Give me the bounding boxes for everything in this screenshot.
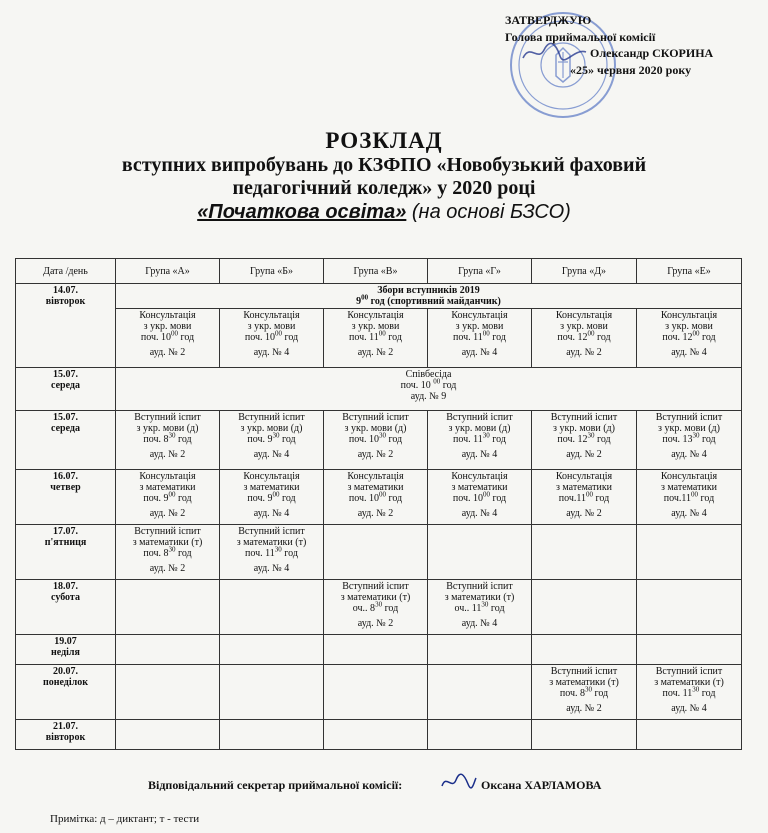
time-minutes: 00 [378,490,386,499]
cell-line-2: з математики [555,482,613,493]
time-unit: год [591,688,609,699]
cell-line-1: Вступний іспит [655,412,723,423]
cell-time [638,490,740,504]
time-start: оч.. 11 [454,603,482,614]
schedule-cell [220,470,324,525]
table-row [16,665,742,720]
date-text: 15.07. [53,369,78,380]
table-header-row [16,259,742,284]
time-minutes: 30 [584,685,592,694]
schedule-cell [532,411,637,470]
title-line-2: педагогічний коледж» у 2020 році [232,177,536,199]
cell-room: ауд. № 2 [357,618,394,629]
schedule-cell [428,580,532,635]
time-start: поч. 11 [349,332,379,343]
cell-room: ауд. № 4 [253,563,290,574]
header-group-g: Група «Г» [428,259,532,284]
interview-time [117,377,740,391]
time-start: поч. 10 [400,380,434,391]
cell-line-1: Консультація [555,471,613,482]
date-text: 15.07. [53,412,78,423]
cell-time [429,600,530,614]
empty-cell [532,720,637,750]
cell-line-1: Консультація [347,471,404,482]
schedule-cell [220,525,324,580]
schedule-cell [428,411,532,470]
time-unit: год [699,332,716,343]
time-start: поч.11 [663,493,692,504]
schedule-cell [324,580,428,635]
time-unit: год [594,434,611,445]
date-cell [16,720,116,750]
empty-cell [116,635,220,665]
schedule-cell [428,309,532,368]
title-line-1: вступних випробувань до КЗФПО «Новобузький фаховий [121,154,647,176]
time-unit: год [593,493,610,504]
time-unit: год [489,493,507,504]
date-text: 14.07. [53,285,78,296]
header-date: Дата /день [16,259,116,284]
time-minutes: 30 [482,431,490,440]
empty-cell [220,720,324,750]
secretary-name: Оксана ХАРЛАМОВА [481,778,602,792]
time-unit: год [385,332,402,343]
cell-line-2: з математики (т) [444,592,515,603]
schedule-cell [116,525,220,580]
cell-room: ауд. № 4 [461,347,498,358]
approval-date: «25» червня 2020 року [570,62,692,77]
cell-time [533,685,635,699]
empty-cell [637,720,742,750]
cell-time [533,490,635,504]
time-start: поч. 10 [348,493,379,504]
time-unit: год [175,493,192,504]
cell-time [325,600,426,614]
time-start: поч. 12 [557,332,588,343]
document-title [0,128,768,225]
time-minutes: 30 [272,431,280,440]
schedule-cell [637,665,742,720]
table-row [16,635,742,665]
interview-room: ауд. № 9 [410,391,447,402]
table-row [16,411,742,470]
time-unit: год [594,332,611,343]
time-minutes: 00 [433,377,441,386]
time-start: поч.11 [558,493,587,504]
cell-time [221,545,322,559]
time-start: поч. 11 [453,332,483,343]
cell-line-1: Консультація [243,310,300,321]
empty-cell [532,525,637,580]
cell-line-1: Консультація [451,310,508,321]
table-row [16,284,742,309]
cell-time [221,431,322,445]
cell-line-1: Вступний іспит [342,581,409,592]
cell-time [429,431,530,445]
cell-room: ауд. № 2 [566,347,602,358]
cell-line-2: з укр. мови (д) [553,423,615,434]
cell-line-2: з укр. мови (д) [240,423,303,434]
secretary-signature-line [148,778,708,793]
cell-line-1: Вступний іспит [134,412,201,423]
time-minutes: 00 [168,490,176,499]
empty-cell [532,580,637,635]
time-unit: год [699,434,716,445]
approval-position: Голова приймальної комісії [505,29,656,44]
table-row [16,525,742,580]
cell-line-1: Консультація [347,310,404,321]
cell-line-2: з математики [243,482,300,493]
date-cell [16,411,116,470]
time-minutes: 00 [378,329,386,338]
time-start: поч. 10 [244,332,275,343]
cell-room: ауд. № 4 [461,449,498,460]
date-cell [16,368,116,411]
interview-cell [116,368,742,411]
empty-cell [428,665,532,720]
cell-time [325,490,426,504]
table-row [16,368,742,411]
time-unit: год [177,332,195,343]
time-unit: год [489,332,506,343]
cell-time [638,329,740,343]
cell-time [221,329,322,343]
time-minutes: 00 [274,329,282,338]
cell-line-2: з укр. мови (д) [448,423,511,434]
meeting-place: год (спортивний майданчик) [368,296,501,307]
empty-cell [220,665,324,720]
cell-time [117,329,218,343]
time-unit: год [385,434,403,445]
cell-line-2: з укр. мови (д) [136,423,199,434]
schedule-table [15,258,742,750]
cell-line-2: з математики (т) [132,537,203,548]
date-cell [16,580,116,635]
cell-room: ауд. № 4 [253,347,290,358]
cell-room: ауд. № 4 [461,508,498,519]
cell-room: ауд. № 4 [253,449,290,460]
cell-room: ауд. № 4 [671,508,707,519]
cell-line-1: Консультація [660,310,718,321]
title-main: РОЗКЛАД [325,128,443,153]
cell-line-2: з укр. мови (д) [344,423,407,434]
date-cell [16,665,116,720]
time-start: поч. 11 [453,434,483,445]
schedule-cell [428,470,532,525]
empty-cell [116,580,220,635]
note: Примітка: д – диктант; т - тести [50,813,200,825]
secretary-signature [438,770,478,792]
meeting-cell [116,284,742,309]
cell-room: ауд. № 2 [357,508,394,519]
empty-cell [324,665,428,720]
date-cell [16,284,116,368]
empty-cell [324,720,428,750]
day-text: середа [51,380,80,391]
time-minutes: 00 [692,329,700,338]
empty-cell [428,525,532,580]
program-basis: (на основі БЗСО) [406,201,571,223]
time-start: поч. 12 [662,332,693,343]
cell-room: ауд. № 4 [461,618,498,629]
time-start: поч. 10 [348,434,379,445]
program-name: «Початкова освіта» [197,201,407,223]
time-minutes: 00 [272,490,280,499]
program-line [0,200,768,225]
time-minutes: 00 [691,490,699,499]
time-minutes: 00 [587,329,595,338]
empty-cell [324,635,428,665]
cell-line-2: з математики [660,482,718,493]
time-unit: год [488,603,505,614]
cell-line-1: Консультація [243,471,300,482]
time-start: поч. 9 [247,434,273,445]
date-text: 21.07. [53,721,78,732]
time-start: поч. 8 [143,548,169,559]
cell-line-1: Вступний іспит [655,666,723,677]
cell-line-1: Консультація [660,471,718,482]
cell-time [429,490,530,504]
cell-line-2: з укр. мови [455,321,504,332]
cell-room: ауд. № 2 [149,508,186,519]
time-unit: год [440,380,457,391]
day-text: четвер [50,482,81,493]
schedule-cell [532,470,637,525]
time-start: поч. 10 [452,493,483,504]
cell-line-2: з укр. мови [560,321,608,332]
schedule-cell [116,411,220,470]
cell-time [533,329,635,343]
empty-cell [637,525,742,580]
time-start: поч. 11 [662,688,693,699]
cell-line-2: з математики [139,482,196,493]
cell-time [117,490,218,504]
cell-line-1: Консультація [139,471,196,482]
cell-time [533,431,635,445]
approval-name: Олександр СКОРИНА [590,46,714,60]
header-group-e: Група «Е» [637,259,742,284]
schedule-cell [637,470,742,525]
cell-room: ауд. № 4 [671,347,707,358]
table-row [16,309,742,368]
time-minutes: 30 [692,685,700,694]
cell-time [638,431,740,445]
schedule-cell [324,411,428,470]
cell-line-1: Вступний іспит [342,412,409,423]
schedule-cell [532,309,637,368]
time-start: поч. 8 [143,434,169,445]
cell-line-1: Вступний іспит [550,412,618,423]
cell-room: ауд. № 2 [566,449,602,460]
date-text: 20.07. [53,666,78,677]
cell-room: ауд. № 2 [149,347,186,358]
cell-line-1: Вступний іспит [446,412,513,423]
cell-line-1: Вступний іспит [446,581,513,592]
empty-cell [220,635,324,665]
cell-time [325,329,426,343]
empty-cell [637,635,742,665]
table-row [16,470,742,525]
header-group-d: Група «Д» [532,259,637,284]
date-text: 16.07. [53,471,78,482]
cell-time [325,431,426,445]
approval-heading: ЗАТВЕРДЖУЮ [505,13,592,27]
cell-line-2: з укр. мови [351,321,400,332]
time-unit: год [279,493,296,504]
date-cell [16,525,116,580]
time-unit: год [281,548,298,559]
empty-cell [428,635,532,665]
time-start: поч. 9 [247,493,273,504]
time-minutes: 00 [170,329,178,338]
header-group-a: Група «А» [116,259,220,284]
schedule-cell [637,411,742,470]
schedule-cell [220,309,324,368]
schedule-cell [532,665,637,720]
table-row [16,720,742,750]
cell-time [429,329,530,343]
time-start: поч. 11 [245,548,275,559]
time-minutes: 30 [168,431,176,440]
schedule-cell [637,309,742,368]
interview-title: Співбесіда [405,369,452,380]
meeting-title: Збори вступників 2019 [377,285,480,296]
cell-line-2: з математики (т) [654,677,724,688]
date-cell [16,635,116,665]
cell-time [117,431,218,445]
table-row [16,580,742,635]
cell-line-1: Вступний іспит [134,526,201,537]
cell-line-1: Вступний іспит [238,412,305,423]
time-minutes: 30 [168,545,176,554]
date-text: 19.07 [54,636,77,647]
cell-room: ауд. № 2 [566,703,602,714]
time-start: поч. 13 [662,434,693,445]
day-text: середа [51,423,80,434]
time-minutes: 30 [481,600,489,609]
cell-room: ауд. № 2 [566,508,602,519]
empty-cell [220,580,324,635]
empty-cell [637,580,742,635]
empty-cell [116,665,220,720]
time-unit: год [385,493,403,504]
time-unit: год [279,434,296,445]
day-text: вівторок [45,732,86,743]
cell-room: ауд. № 2 [357,347,394,358]
cell-line-2: з математики (т) [340,592,411,603]
cell-line-2: з математики (т) [549,677,619,688]
cell-room: ауд. № 2 [357,449,394,460]
time-minutes: 30 [375,600,383,609]
empty-cell [532,635,637,665]
date-text: 18.07. [53,581,78,592]
time-minutes: 30 [587,431,595,440]
cell-room: ауд. № 4 [671,703,707,714]
schedule-cell [116,309,220,368]
day-text: понеділок [42,677,89,688]
time-unit: год [175,434,192,445]
secretary-label: Відповідальний секретар приймальної комісії: [148,778,403,792]
cell-room: ауд. № 4 [671,449,707,460]
meeting-minutes: 00 [361,293,369,302]
cell-room: ауд. № 2 [149,449,186,460]
empty-cell [428,720,532,750]
schedule-cell [324,470,428,525]
date-cell [16,470,116,525]
time-minutes: 00 [482,490,490,499]
time-minutes: 30 [378,431,386,440]
time-unit: год [699,688,716,699]
time-start: поч. 8 [559,688,585,699]
cell-time [221,490,322,504]
cell-line-1: Вступний іспит [550,666,618,677]
header-group-b: Група «Б» [220,259,324,284]
time-unit: год [382,603,399,614]
time-minutes: 30 [692,431,700,440]
cell-line-2: з укр. мови (д) [658,423,720,434]
date-text: 17.07. [53,526,78,537]
cell-room: ауд. № 4 [253,508,290,519]
cell-line-2: з математики [347,482,404,493]
meeting-time [117,293,740,307]
empty-cell [324,525,428,580]
cell-line-1: Вступний іспит [238,526,305,537]
approval-block [505,12,763,78]
time-start: оч.. 8 [352,603,376,614]
cell-line-2: з укр. мови [665,321,713,332]
time-start: поч. 12 [557,434,588,445]
cell-line-2: з математики [451,482,508,493]
cell-line-2: з укр. мови [143,321,192,332]
time-minutes: 30 [274,545,282,554]
cell-line-1: Консультація [555,310,613,321]
schedule-cell [324,309,428,368]
empty-cell [116,720,220,750]
day-text: п'ятниця [44,537,87,548]
cell-line-2: з математики (т) [236,537,307,548]
cell-line-1: Консультація [451,471,508,482]
time-minutes: 00 [586,490,594,499]
cell-room: ауд. № 2 [149,563,186,574]
time-unit: год [175,548,192,559]
day-text: неділя [51,647,80,658]
time-unit: год [489,434,506,445]
time-minutes: 00 [482,329,490,338]
header-group-v: Група «В» [324,259,428,284]
cell-time [638,685,740,699]
meeting-hour: 9 [356,296,362,307]
time-unit: год [698,493,715,504]
cell-line-1: Консультація [139,310,196,321]
cell-time [117,545,218,559]
schedule-cell [116,470,220,525]
day-text: субота [51,592,80,603]
time-unit: год [281,332,299,343]
schedule-cell [220,411,324,470]
cell-line-2: з укр. мови [247,321,296,332]
day-text: вівторок [45,296,86,307]
time-start: поч. 9 [143,493,169,504]
time-start: поч. 10 [140,332,171,343]
